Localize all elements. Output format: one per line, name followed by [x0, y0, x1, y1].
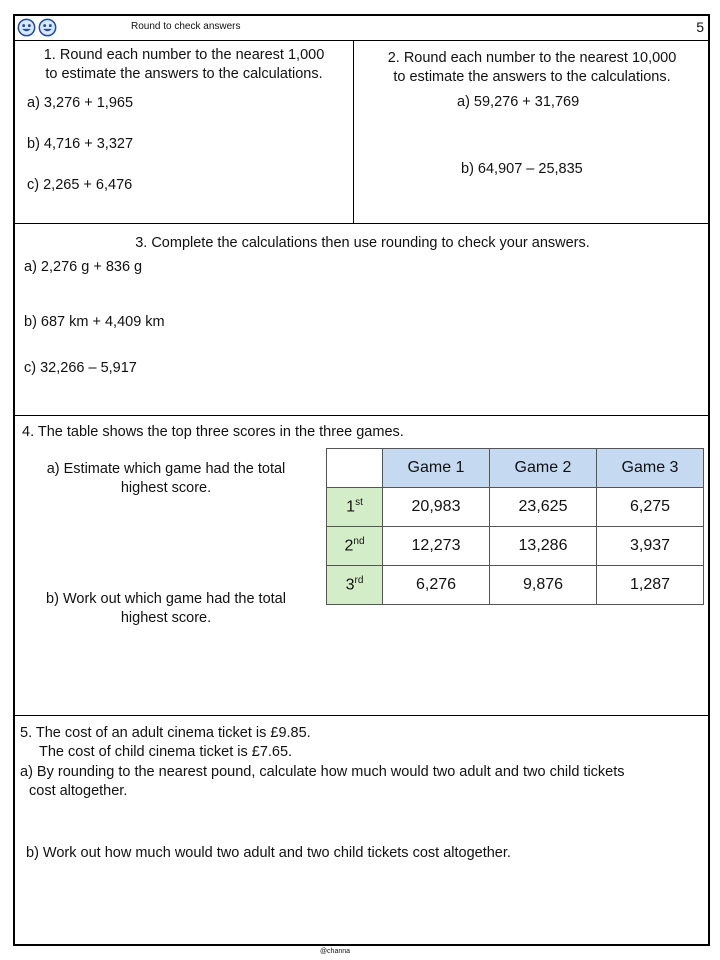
q4-part-a-line2: highest score. — [120, 480, 212, 496]
q3-instruction: 3. Complete the calculations then use rounding to check your answers. — [135, 235, 590, 251]
q3-part-b: b) 687 km + 4,409 km — [24, 314, 165, 330]
q5-part-b: b) Work out how much would two adult and two child tickets cost altogether. — [26, 845, 511, 861]
column-header-game-1: Game 1 — [383, 449, 490, 488]
row-header-1st: 1st — [327, 488, 383, 527]
row-header-3rd: 3rd — [327, 566, 383, 605]
worksheet-header — [15, 16, 708, 41]
q4-part-b-line2: highest score. — [120, 610, 212, 626]
worksheet — [13, 14, 710, 946]
column-header-game-3: Game 3 — [597, 449, 704, 488]
page-number: 5 — [696, 19, 704, 35]
q1-part-a: a) 3,276 + 1,965 — [27, 95, 134, 111]
smiley-face-icon — [38, 18, 57, 37]
q1-instruction-line1: 1. Round each number to the nearest 1,000 — [43, 47, 325, 63]
q2-instruction-line2: to estimate the answers to the calculations. — [393, 69, 671, 85]
table-cell: 12,273 — [383, 527, 490, 566]
q3-part-a: a) 2,276 g + 836 g — [24, 259, 143, 275]
q1-instruction-line2: to estimate the answers to the calculations. — [45, 66, 323, 82]
q3-part-c: c) 32,266 – 5,917 — [24, 360, 137, 376]
row-header-2nd: 2nd — [327, 527, 383, 566]
copyright-footer: @channa — [319, 948, 351, 955]
table-row — [327, 527, 704, 566]
q5-part-a-line1: a) By rounding to the nearest pound, calculate how much would two adult and two child tickets — [20, 764, 625, 780]
table-cell: 9,876 — [490, 566, 597, 605]
table-cell: 3,937 — [597, 527, 704, 566]
q1-part-b: b) 4,716 + 3,327 — [27, 136, 134, 152]
table-row — [327, 488, 704, 527]
column-header-game-2: Game 2 — [490, 449, 597, 488]
table-corner-cell — [327, 449, 383, 488]
table-cell: 20,983 — [383, 488, 490, 527]
q4-part-b-line1: b) Work out which game had the total — [46, 591, 286, 607]
q2-instruction-line1: 2. Round each number to the nearest 10,000 — [387, 50, 677, 66]
q5-line2: The cost of child cinema ticket is £7.65. — [39, 744, 293, 760]
table-header-row — [327, 449, 704, 488]
table-cell: 13,286 — [490, 527, 597, 566]
table-cell: 6,275 — [597, 488, 704, 527]
table-row — [327, 566, 704, 605]
scores-table — [326, 448, 704, 605]
q1-part-c: c) 2,265 + 6,476 — [27, 177, 133, 193]
q2-part-a: a) 59,276 + 31,769 — [457, 94, 580, 110]
table-cell: 1,287 — [597, 566, 704, 605]
q2-part-b: b) 64,907 – 25,835 — [461, 161, 583, 177]
smiley-face-icon — [17, 18, 36, 37]
q5-line1: 5. The cost of an adult cinema ticket is £9.85. — [20, 725, 311, 741]
q4-part-a-line1: a) Estimate which game had the total — [46, 461, 286, 477]
table-cell: 23,625 — [490, 488, 597, 527]
q4-instruction: 4. The table shows the top three scores in the three games. — [22, 424, 404, 440]
worksheet-title: Round to check answers — [131, 21, 241, 32]
q5-part-a-line2: cost altogether. — [29, 783, 128, 799]
table-cell: 6,276 — [383, 566, 490, 605]
